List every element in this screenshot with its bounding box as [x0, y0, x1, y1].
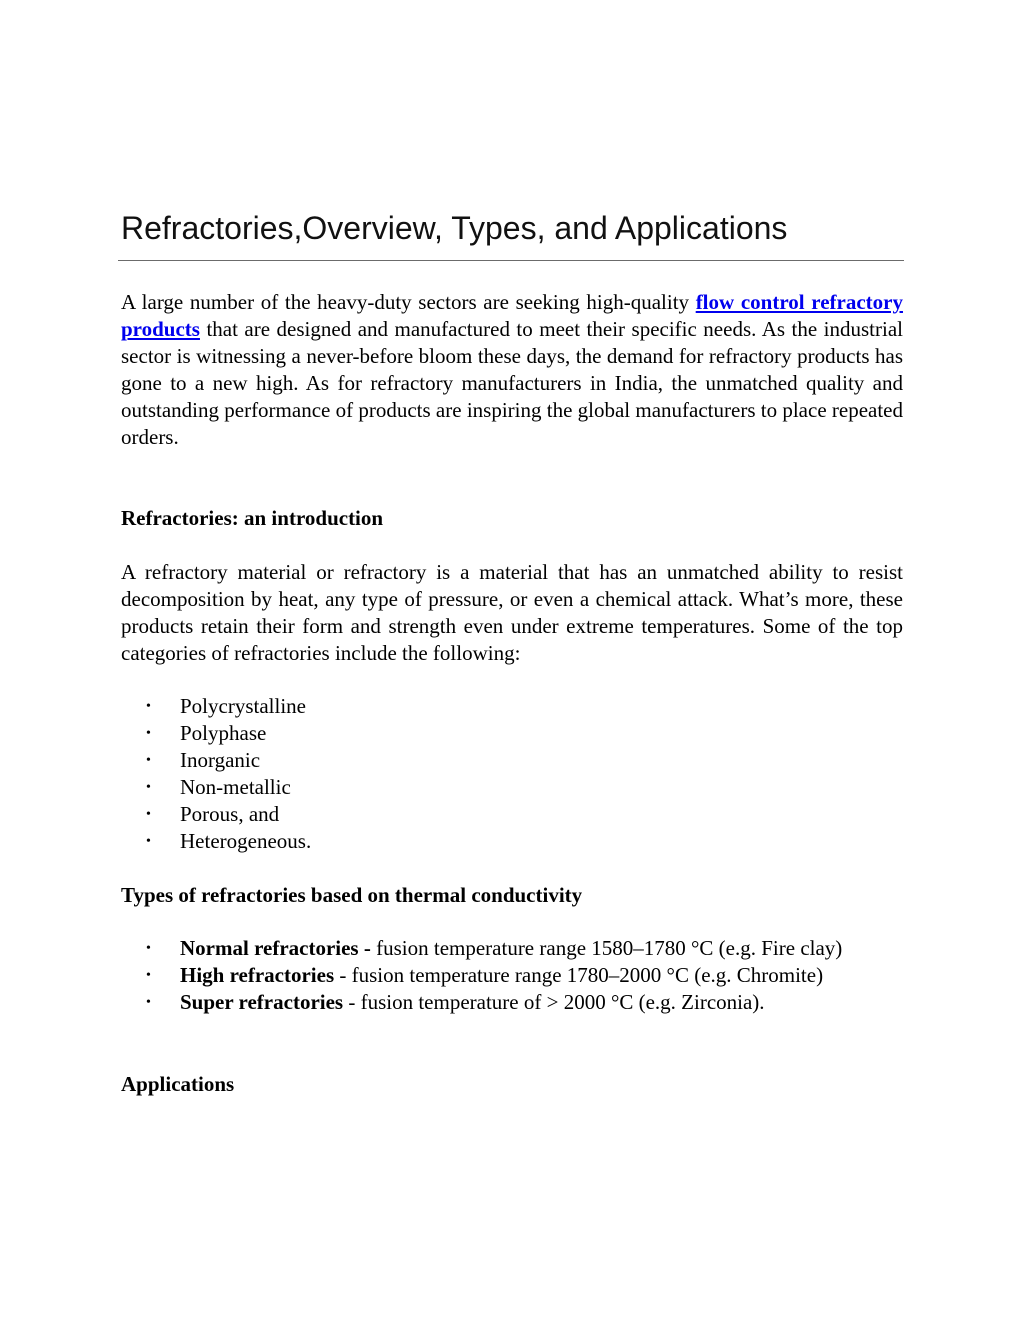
introduction-heading: Refractories: an introduction	[121, 506, 384, 530]
list-item-text: Polyphase	[180, 721, 267, 745]
definition-paragraph: A refractory material or refractory is a material that has an unmatched ability to resist decomposition by heat, any type of pressure, or even a chemical attack. What’s more, these products retain their form and strength even under extreme temperatures. Some of the top categories of refractories include the following:	[121, 560, 903, 665]
list-item	[121, 935, 903, 962]
title-divider	[118, 260, 904, 261]
type-description: - fusion temperature of > 2000 °C (e.g. Zirconia).	[343, 990, 765, 1014]
type-term: High refractories	[180, 963, 335, 987]
intro-text-after-link: that are designed and manufactured to meet their specific needs. As the industrial sector is witnessing a never-before bloom these days, the demand for refractory products has gone to a new high. As for refractory manufacturers in India, the unmatched quality and outstanding performance of products are inspiring the global manufacturers to place repeated orders.	[121, 317, 903, 449]
applications-heading: Applications	[121, 1072, 235, 1096]
list-item-text: Non-metallic	[180, 775, 291, 799]
types-heading: Types of refractories based on thermal conductivity	[121, 883, 583, 907]
list-item	[121, 962, 903, 989]
list-item	[121, 774, 903, 801]
bullet-icon: •	[146, 753, 151, 768]
list-item	[121, 989, 903, 1016]
list-item	[121, 747, 903, 774]
list-item	[121, 693, 903, 720]
intro-text-before-link: A large number of the heavy-duty sectors are seeking high-quality	[121, 290, 696, 314]
type-description: fusion temperature range 1580–1780 °C (e.g. Fire clay)	[370, 936, 843, 960]
list-item-text: Porous, and	[180, 802, 280, 826]
type-term: Super refractories	[180, 990, 344, 1014]
categories-list	[121, 693, 903, 855]
refractory-types-list	[121, 935, 903, 1016]
bullet-icon: •	[146, 780, 151, 795]
bullet-icon: •	[146, 941, 151, 956]
list-item	[121, 720, 903, 747]
bullet-icon: •	[146, 995, 151, 1010]
bullet-icon: •	[146, 834, 151, 849]
bullet-icon: •	[146, 699, 151, 714]
list-item	[121, 801, 903, 828]
bullet-icon: •	[146, 968, 151, 983]
flow-control-refractory-products-link[interactable]: flow control refractory products	[121, 290, 903, 341]
page-title: Refractories,Overview, Types, and Applications	[121, 210, 788, 246]
intro-paragraph	[121, 289, 903, 451]
bullet-icon: •	[146, 726, 151, 741]
type-description: - fusion temperature range 1780–2000 °C (e.g. Chromite)	[334, 963, 824, 987]
list-item	[121, 828, 903, 855]
type-term: Normal refractories -	[180, 936, 371, 960]
list-item-text: Polycrystalline	[180, 694, 306, 718]
list-item-text: Heterogeneous.	[180, 829, 312, 853]
bullet-icon: •	[146, 807, 151, 822]
list-item-text: Inorganic	[180, 748, 261, 772]
